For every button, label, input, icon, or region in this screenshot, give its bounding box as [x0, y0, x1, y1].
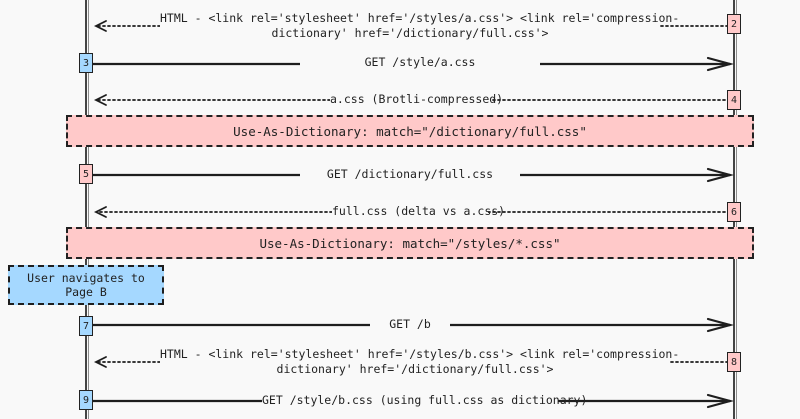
step-badge-4	[727, 90, 741, 110]
step-badge-3	[79, 53, 93, 73]
step-badge-6	[727, 202, 741, 222]
navigation-note-text: User navigates to Page B	[27, 271, 145, 299]
step-2: 2	[730, 18, 738, 30]
message-6-label	[332, 204, 506, 219]
step-9: 9	[82, 394, 90, 406]
dictionary-note-1	[66, 115, 754, 147]
dictionary-note-2	[66, 227, 754, 259]
message-3-text: GET /style/a.css	[364, 55, 476, 69]
message-7-label	[370, 317, 450, 332]
step-7: 7	[82, 320, 90, 332]
message-3-label	[300, 55, 540, 70]
step-badge-2	[727, 14, 741, 34]
step-3: 3	[82, 57, 90, 69]
step-badge-9	[79, 390, 93, 410]
step-badge-7	[79, 316, 93, 336]
dictionary-note-2-text: Use-As-Dictionary: match="/styles/*.css"	[259, 235, 561, 251]
step-5: 5	[82, 168, 90, 180]
message-4-label	[330, 92, 504, 107]
message-7-text: GET /b	[389, 317, 431, 331]
dictionary-note-1-text: Use-As-Dictionary: match="/dictionary/full.css"	[233, 123, 587, 139]
step-6: 6	[730, 206, 738, 218]
step-badge-5	[79, 164, 93, 184]
message-9-label	[262, 393, 588, 408]
message-8-line-1: HTML - <link rel='stylesheet' href='/styles/b.css'> <link rel='compression-	[160, 347, 680, 361]
step-8: 8	[730, 356, 738, 368]
message-5-text: GET /dictionary/full.css	[326, 167, 494, 181]
step-badge-8	[727, 352, 741, 372]
message-5-label	[300, 167, 520, 182]
message-2-line-1: HTML - <link rel='stylesheet' href='/styles/a.css'> <link rel='compression-	[160, 11, 680, 25]
message-2-line-2: dictionary' href='/dictionary/full.css'>	[271, 26, 549, 40]
message-9-text: GET /style/b.css (using full.css as dictionary)	[262, 393, 588, 407]
message-4-text: a.css (Brotli-compressed)	[330, 92, 504, 106]
navigation-note	[8, 265, 164, 305]
step-4: 4	[730, 94, 738, 106]
message-2-label	[160, 11, 680, 41]
message-6-text: full.css (delta vs a.css)	[332, 204, 506, 218]
message-8-line-2: dictionary' href='/dictionary/full.css'>	[276, 362, 554, 376]
message-8-label	[160, 347, 680, 377]
